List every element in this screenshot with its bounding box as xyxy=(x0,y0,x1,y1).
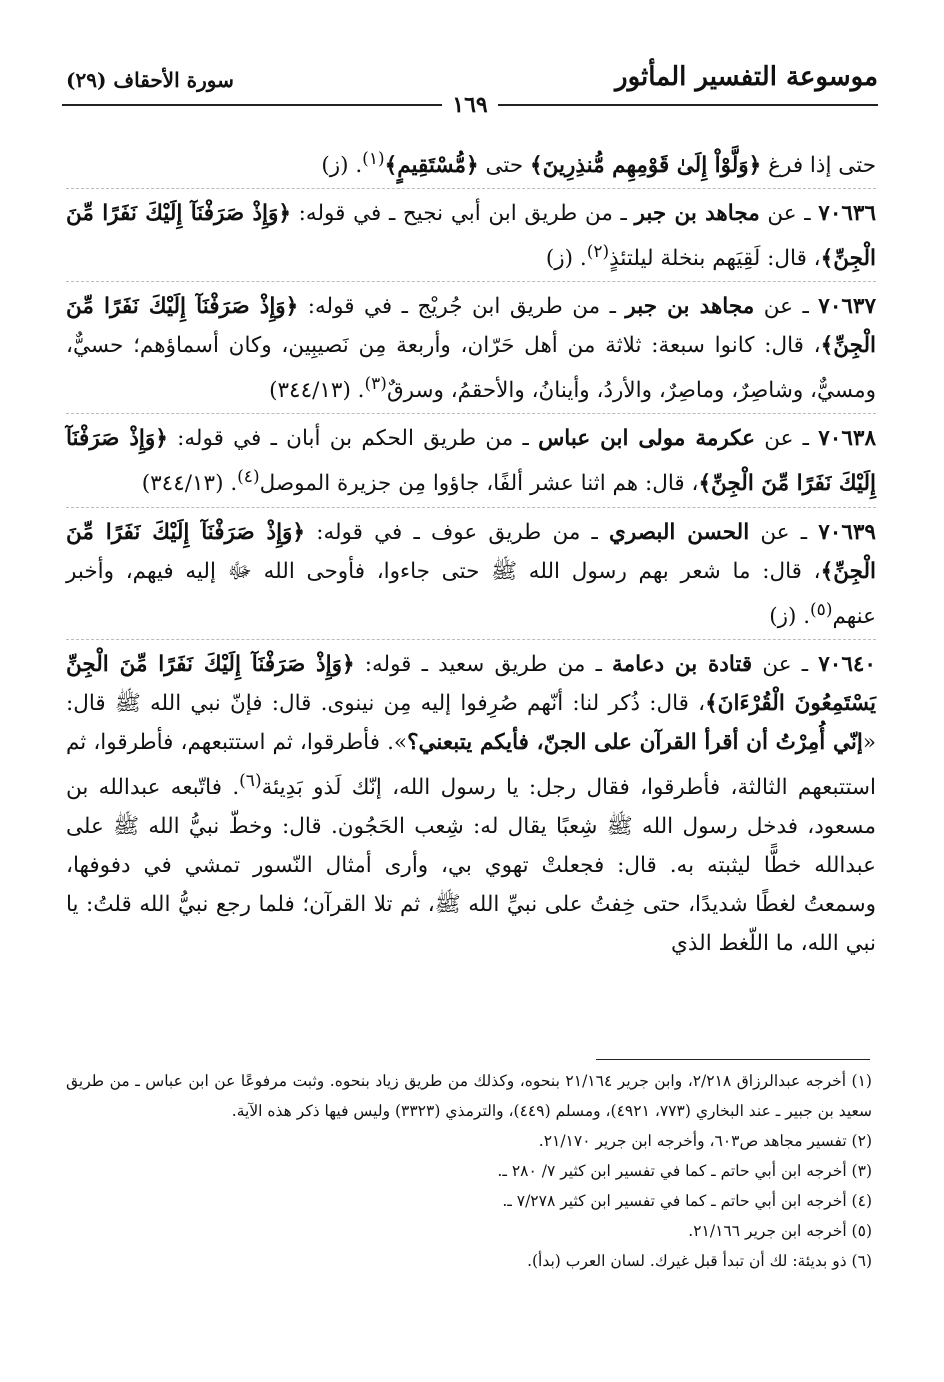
text-run: ـ من طريق ابن جُريْج ـ في قوله: xyxy=(298,294,626,320)
footnote: (٣) أخرجه ابن أبي حاتم ـ كما في تفسير ابن كثير ٧/ ٢٨٠ ـ. xyxy=(497,1162,872,1180)
text-entry xyxy=(66,419,876,503)
book-title: موسوعة التفسير المأثور xyxy=(615,62,878,92)
text-run: . (ز) xyxy=(545,246,587,272)
text-run: ـ عن xyxy=(752,651,819,677)
text-entry xyxy=(66,287,876,410)
text-run: . (ز) xyxy=(321,153,363,179)
quran-verse: ﴿وَإِذْ صَرَفْنَآ إِلَيْكَ نَفَرًا مِّنَ الْجِنِّ يَسْتَمِعُونَ الْقُرْءَانَ﴾ xyxy=(66,651,876,716)
entry-separator xyxy=(66,507,876,508)
text-run: حتى إذا فرغ xyxy=(761,153,876,179)
entry-number: ٧٠٦٣٦ xyxy=(818,201,877,227)
text-run: ـ عن xyxy=(754,426,819,452)
footnote: (٥) أخرجه ابن جرير ٢١/١٦٦. xyxy=(688,1222,872,1240)
footnotes xyxy=(66,1066,872,1276)
quran-verse: ﴿وَإِذْ صَرَفْنَآ إِلَيْكَ نَفَرًا مِّنَ الْجِنِّ﴾ xyxy=(66,294,876,359)
footnote: (١) أخرجه عبدالرزاق ٢/٢١٨، وابن جرير ٢١/١٦٤ بنحوه، وكذلك من طريق زياد بنحوه. وثبت مرفوعًا عن ابن عباس ـ من طريق سعيد بن جبير ـ عند البخاري (٧٧٣، ٤٩٢١)، ومسلم (٤٤٩)، والترمذي (٣٣٢٣) وليس فيها ذكر هذه الآية. xyxy=(66,1072,872,1120)
text-run: ». فأطرقوا، ثم استتبعهم، فأطرقوا، ثم استتبعهم الثالثة، فأطرقوا، فقال رجل: يا رسول الله، إنّك لَذو بَدِيئة xyxy=(66,729,876,800)
text-run: ـ من طريق عوف ـ في قوله: xyxy=(305,519,610,545)
entry-separator xyxy=(66,281,876,282)
surah-title: سورة الأحقاف (٢٩) xyxy=(66,68,234,92)
entry-separator xyxy=(66,413,876,414)
footnote-ref[interactable]: (٣) xyxy=(364,374,387,395)
text-entry xyxy=(66,194,876,278)
quran-verse: ﴿مُّسْتَقِيمٍ﴾ xyxy=(384,153,479,179)
footnote: (٤) أخرجه ابن أبي حاتم ـ كما في تفسير ابن كثير ٧/٢٧٨ ـ. xyxy=(502,1192,872,1210)
text-run: حتى xyxy=(478,153,531,179)
text-run: ـ من طريق ابن أبي نجيح ـ في قوله: xyxy=(291,201,635,227)
text-run: ـ من طريق سعيد ـ قوله: xyxy=(354,651,613,677)
entry-separator xyxy=(66,639,876,640)
text-run: ـ عن xyxy=(749,519,819,545)
entry-number: ٧٠٦٣٨ xyxy=(818,426,876,452)
quran-verse: ﴿وَإِذْ صَرَفْنَآ إِلَيْكَ نَفَرًا مِّنَ الْجِنِّ﴾ xyxy=(66,426,876,497)
text-entry xyxy=(66,513,876,636)
text-run: ، قال: كانوا سبعة: ثلاثة من أهل حَرّان، وأربعة مِن نَصيبِين، وكان أسماؤهم؛ حسيٌّ، ومسيٌّ، وشاصِرٌ، وماصِرٌ، والأردُ، وأينانُ، والأحقمُ، وسرقٌ xyxy=(66,333,876,404)
narrator-name: قتادة بن دعامة xyxy=(612,651,753,677)
quran-verse: ﴿وَلَّوْاْ إِلَىٰ قَوْمِهِم مُّنذِرِينَ﴾ xyxy=(530,153,762,179)
entry-number: ٧٠٦٣٧ xyxy=(818,294,877,320)
footnote-ref[interactable]: (٢) xyxy=(586,242,610,263)
running-header xyxy=(62,58,878,118)
quran-verse: ﴿وَإِذْ صَرَفْنَآ إِلَيْكَ نَفَرًا مِّنَ الْجِنِّ﴾ xyxy=(66,201,876,272)
entry-number: ٧٠٦٣٩ xyxy=(818,519,876,545)
footnote-ref[interactable]: (٤) xyxy=(237,467,260,488)
footnote-ref[interactable]: (١) xyxy=(362,149,385,169)
narrator-name: مجاهد بن جبر xyxy=(625,294,755,320)
text-run: ـ عن xyxy=(754,294,819,320)
footnote-ref[interactable]: (٦) xyxy=(239,770,262,791)
text-run: . (ز) xyxy=(769,603,811,629)
page-number: ١٦٩ xyxy=(442,92,497,118)
text-run: ـ من طريق الحكم بن أبان ـ في قوله: xyxy=(167,426,539,452)
text-run: ، قال: ما شعر بهم رسول الله ﷺ حتى جاءوا، فأوحى الله ﷻ إليه فيهم، وأخبر عنهم xyxy=(66,558,876,629)
text-run: ، قال: لَقِيَهم بنخلة ليلتئذٍ xyxy=(609,246,821,272)
footnote-rule xyxy=(596,1059,870,1060)
text-run: ، قال: هم اثنا عشر ألفًا، جاؤوا مِن جزيرة الموصل xyxy=(259,471,699,497)
narrator-name: الحسن البصري xyxy=(609,519,750,545)
quran-verse: ﴿وَإِذْ صَرَفْنَآ إِلَيْكَ نَفَرًا مِّنَ الْجِنِّ﴾ xyxy=(66,519,876,584)
footnote-ref[interactable]: (٥) xyxy=(810,599,833,620)
text-run: . (٣٤٤/١٣) xyxy=(141,471,238,497)
narrator-name: عكرمة مولى ابن عباس xyxy=(538,426,755,452)
narrator-name: مجاهد بن جبر xyxy=(634,201,760,227)
text-run: . (٣٤٤/١٣) xyxy=(269,378,365,404)
footnote: (٦) ذو بديئة: لك أن تبدأ قبل غيرك. لسان العرب (بدأ). xyxy=(527,1252,872,1270)
text-entry xyxy=(66,645,876,963)
entry-number: ٧٠٦٤٠ xyxy=(818,651,876,677)
entry-separator xyxy=(66,188,876,189)
text-run: . فاتّبعه عبدالله بن مسعود، فدخل رسول الله ﷺ شِعبًا يقال له: شِعب الحَجُون. قال: وخطّ نبيُّ الله ﷺ على عبدالله خطًّا ليثبته به. قال: فجعلتْ تهوي بي، وأرى أمثال النّسور تمشي في دفوفها، وسمعتُ لغطًا شديدًا، حتى خِفتُ على نبيِّ الله ﷺ، ثم تلا القرآن؛ فلما رجع نبيُّ الله قلتُ: يا نبي الله، ما اللّغط الذي xyxy=(66,774,876,956)
text-run: ، قال: ذُكر لنا: أنّهم صُرِفوا إليه مِن نينوى. قال: فإنّ نبي الله ﷺ قال: « xyxy=(66,690,876,755)
text-entry xyxy=(66,140,876,185)
footnote: (٢) تفسير مجاهد ص٦٠٣، وأخرجه ابن جرير ٢١/١٧٠. xyxy=(538,1132,872,1150)
hadith-quote: إنّي أُمِرْتُ أن أقرأ القرآن على الجنّ، فأيكم يتبعني؟ xyxy=(407,729,863,755)
main-text xyxy=(66,140,876,963)
text-run: ـ عن xyxy=(759,201,819,227)
